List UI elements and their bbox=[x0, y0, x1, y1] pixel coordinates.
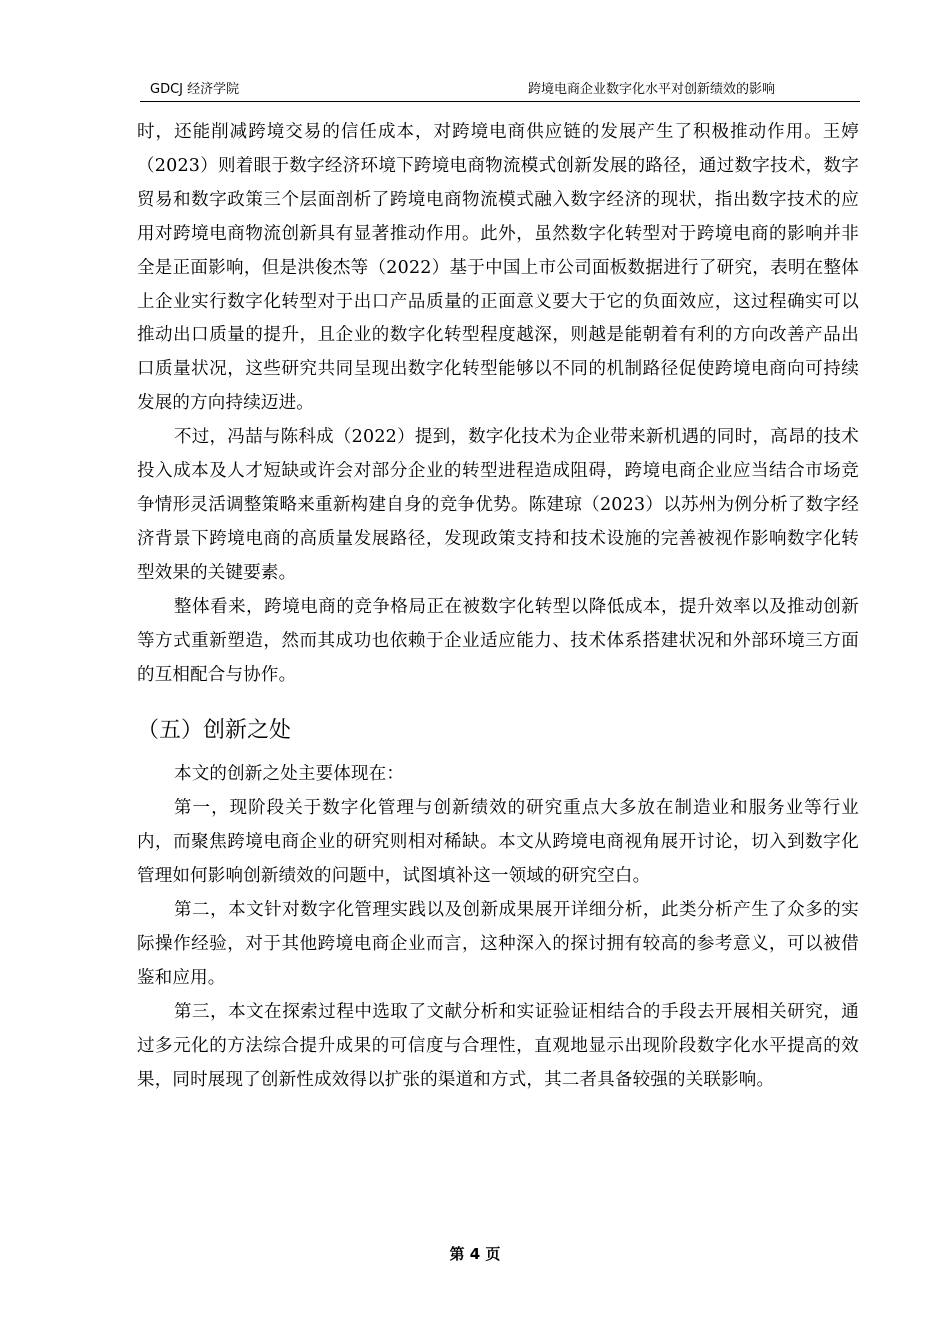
page-header bbox=[140, 78, 775, 100]
header-left-text: GDCJ 经济学院 bbox=[150, 82, 240, 97]
paragraph-point-three: 第三，本文在探索过程中选取了文献分析和实证验证相结合的手段去开展相关研究，通过多元化的方法综合提升成果的可信度与合理性，直观地显示出现阶段数字化水平提高的效果，同时展现了创新性成效得以扩张的渠道和方式，其二者具备较强的关联影响。 bbox=[137, 1001, 859, 1090]
paragraph-summary: 整体看来，跨境电商的竞争格局正在被数字化转型以降低成本，提升效率以及推动创新等方式重新塑造，然而其成功也依赖于企业适应能力、技术体系搭建状况和外部环境三方面的互相配合与协作。 bbox=[137, 596, 859, 685]
header-divider bbox=[140, 101, 860, 102]
page-number: 第 4 页 bbox=[449, 1245, 501, 1263]
paragraph-continued: 时，还能削减跨境交易的信任成本，对跨境电商供应链的发展产生了积极推动作用。王婷（2023）则着眼于数字经济环境下跨境电商物流模式创新发展的路径，通过数字技术，数字贸易和数字政策三个层面剖析了跨境电商物流模式融入数字经济的现状，指出数字技术的应用对跨境电商物流创新具有显著推动作用。此外，虽然数字化转型对于跨境电商的影响并非全是正面影响，但是洪俊杰等（2022）基于中国上市公司面板数据进行了研究，表明在整体上企业实行数字化转型对于出口产品质量的正面意义要大于它的负面效应，这过程确实可以推动出口质量的提升，且企业的数字化转型程度越深，则越是能朝着有利的方向改善产品出口质量状况，这些研究共同呈现出数字化转型能够以不同的机制路径促使跨境电商向可持续发展的方向持续迈进。 bbox=[137, 122, 859, 414]
paragraph-point-one: 第一，现阶段关于数字化管理与创新绩效的研究重点大多放在制造业和服务业等行业内，而聚焦跨境电商企业的研究则相对稀缺。本文从跨境电商视角展开讨论，切入到数字化管理如何影响创新绩效的问题中，试图填补这一领域的研究空白。 bbox=[137, 798, 859, 887]
paragraph-intro: 本文的创新之处主要体现在： bbox=[174, 764, 405, 785]
paragraph-challenges: 不过，冯喆与陈科成（2022）提到，数字化技术为企业带来新机遇的同时，高昂的技术投入成本及人才短缺或许会对部分企业的转型进程造成阻碍，跨境电商企业应当结合市场竞争情形灵活调整策略来重新构建自身的竞争优势。陈建琼（2023）以苏州为例分析了数字经济背景下跨境电商的高质量发展路径，发现政策支持和技术设施的完善被视作影响数字化转型效果的关键要素。 bbox=[137, 427, 859, 583]
header-right-title: 跨境电商企业数字化水平对创新绩效的影响 bbox=[527, 82, 775, 97]
section-heading-innovation: （五）创新之处 bbox=[137, 718, 292, 744]
paragraph-point-two: 第二，本文针对数字化管理实践以及创新成果展开详细分析，此类分析产生了众多的实际操作经验，对于其他跨境电商企业而言，这种深入的探讨拥有较高的参考意义，可以被借鉴和应用。 bbox=[137, 900, 859, 988]
page-body bbox=[137, 116, 859, 1097]
